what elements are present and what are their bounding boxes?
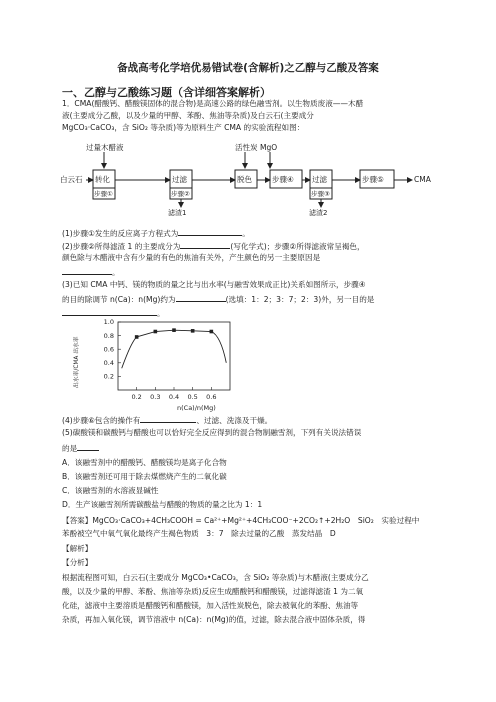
document-title: 备战高考化学培优易错试卷(含解析)之乙醇与乙酸及答案 xyxy=(117,62,379,74)
answer-blank-3 xyxy=(62,266,112,275)
answer-line-1: 【答案】MgCO₃·CaCO₃+4CH₃COOH = Ca²⁺+Mg²⁺+4CH₃COO⁻+2CO₂↑+2H₂O SiO₂ 实验过程中 xyxy=(62,516,420,525)
flow-top-label-2: 活性炭 xyxy=(235,143,258,152)
option-d: D．生产该融雪剂所需碳酸盐与醋酸的物质的量之比为 1：1 xyxy=(62,500,263,509)
intro-line-3: MgCO₃·CaCO₃，含 SiO₂ 等杂质)等为原料生产 CMA 的实验流程如图： xyxy=(62,123,305,132)
flow-top-label-3: MgO xyxy=(260,143,278,152)
question-2-line-2: 颜色除与木醋液中含有少量的有色的焦油有关外，产生颜色的另一主要原因是 xyxy=(62,253,321,262)
flow-box-3-label: 脱色 xyxy=(237,175,252,184)
flow-end-label: CMA xyxy=(414,175,431,184)
x-tick-label-2: 0.4 xyxy=(168,393,180,401)
data-point-3 xyxy=(191,329,195,333)
flow-start-label: 白云石 xyxy=(60,175,83,184)
flow-box-6-label: 步骤⑤ xyxy=(362,175,384,184)
analysis-subheading: 【分析】 xyxy=(62,558,93,567)
intro-line-2: 液(主要成分乙酸，以及少量的甲醇、苯酚、焦油等杂质)及白云石(主要成分 xyxy=(62,111,314,120)
analysis-heading: 【解析】 xyxy=(62,544,93,553)
x-tick-label-3: 0.5 xyxy=(187,393,198,401)
answer-line-2: 苯酚被空气中氧气氧化最终产生褐色物质 3：7 除去过量的乙酸 蒸发结晶 D xyxy=(62,529,336,538)
x-tick-label-1: 0.3 xyxy=(150,393,161,401)
flow-residue-1: 滤渣1 xyxy=(168,209,187,217)
chart-ylabel: 出水率/CMA 出水率 xyxy=(74,336,80,388)
answer-blank-2 xyxy=(180,240,230,249)
question-2: (2)步骤②所得滤渣 1 的主要成分为 (写化学式)；步骤②所得滤液常呈褐色， xyxy=(62,242,365,251)
option-b: B．该融雪剂还可用于除去煤燃烧产生的二氧化碳 xyxy=(62,472,227,481)
option-a: A．该融雪剂中的醋酸钙、醋酸镁均是离子化合物 xyxy=(62,458,227,467)
flow-box-2-label: 过滤 xyxy=(172,175,187,184)
question-4: (4)步骤⑥包含的操作有 、过滤、洗涤及干燥。 xyxy=(62,416,273,425)
answer-blank-4 xyxy=(176,293,226,302)
data-point-1 xyxy=(154,330,158,334)
data-point-4 xyxy=(210,330,214,334)
y-tick-label-1: 0.8 xyxy=(103,331,114,340)
question-3: (3)已知 CMA 中钙、镁的物质的量之比与出水率(与融雪效果成正比)关系如图所示，步骤④ xyxy=(62,280,366,289)
flow-residue-2: 滤渣2 xyxy=(309,209,328,217)
analysis-line-2: 酸，以及少量的甲醇、苯酚、焦油等杂质)反应生成醋酸钙和醋酸镁，过滤得滤渣 1 为二氧 xyxy=(62,587,364,596)
answer-blank-7 xyxy=(77,442,99,451)
answer-blank-5 xyxy=(62,307,157,316)
analysis-line-4: 杂质，再加入氧化镁，调节溶液中 n(Ca)：n(Mg)的值，过滤，除去混合液中固体杂质，得 xyxy=(62,615,366,624)
flow-substep-1-label: 步骤① xyxy=(94,190,113,198)
analysis-line-3: 化硅，滤液中主要溶质是醋酸钙和醋酸镁，加入活性炭脱色，除去被氧化的苯酚、焦油等 xyxy=(62,601,359,610)
question-3-line-2: 的目的除调节 n(Ca)：n(Mg)约为 (选填：1：2；3：7；2：3)外，另一目的是 xyxy=(62,295,375,304)
answer-blank-6 xyxy=(140,414,196,423)
intro-line-1: 1．CMA(醋酸钙、醋酸镁固体的混合物)是高速公路的绿色融雪剂。以生物质废液——木醋 xyxy=(62,99,364,108)
option-c: C．该融雪剂的水溶液显碱性 xyxy=(62,486,159,495)
flow-box-5-label: 步骤④ xyxy=(272,175,294,184)
water-yield-chart xyxy=(62,318,242,414)
flow-box-4-label: 过滤 xyxy=(312,175,327,184)
answer-blank-1 xyxy=(178,227,242,236)
question-5: (5)碳酸镁和碳酸钙与醋酸也可以恰好完全反应得到的混合物制融雪剂，下列有关说法错误 xyxy=(62,428,362,437)
chart-xlabel: n(Ca)/n(Mg) xyxy=(177,404,216,412)
question-2-line-3: 。 xyxy=(62,266,120,278)
y-tick-label-3: 0.4 xyxy=(103,359,114,367)
data-point-0 xyxy=(135,335,139,339)
flow-substep-2-label: 步骤② xyxy=(171,190,190,198)
y-tick-label-0: 1.0 xyxy=(103,318,114,327)
y-tick-label-4: 0.2 xyxy=(103,372,114,381)
y-tick-label-2: 0.6 xyxy=(103,345,114,354)
process-flow-diagram xyxy=(60,140,440,220)
analysis-line-1: 根据流程图可知，白云石(主要成分 MgCO₃•CaCO₃，含 SiO₂ 等杂质)与木醋液(主要成分乙 xyxy=(62,573,369,582)
question-3-line-3: 。 xyxy=(62,307,165,319)
flow-top-label-1: 过量木醋液 xyxy=(86,143,124,152)
section-heading: 一、乙醇与乙酸练习题（含详细答案解析） xyxy=(62,86,271,99)
question-5-line-2: 的是 xyxy=(62,442,99,454)
flow-box-1-label: 转化 xyxy=(95,175,110,184)
flow-substep-3-label: 步骤③ xyxy=(311,190,330,198)
x-tick-label-4: 0.6 xyxy=(206,393,217,401)
x-tick-label-0: 0.2 xyxy=(131,393,142,401)
data-point-2 xyxy=(172,328,176,332)
question-1: (1)步骤①发生的反应离子方程式为 。 xyxy=(62,229,250,238)
